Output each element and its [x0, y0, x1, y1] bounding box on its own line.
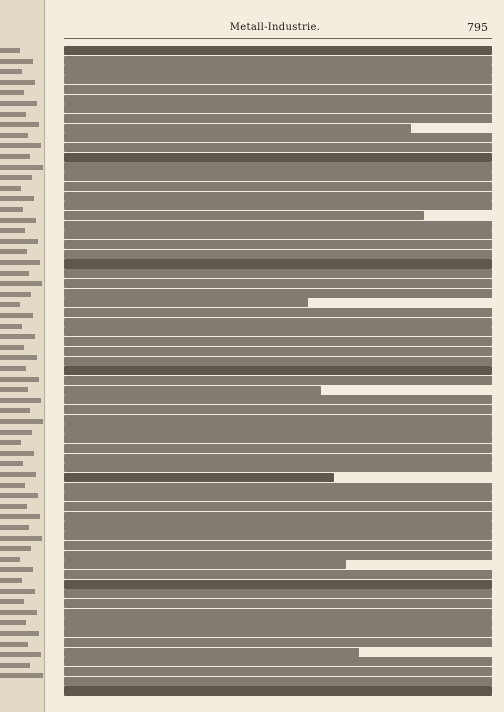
gutter-text-fragment: [0, 101, 37, 106]
text-line: [64, 667, 492, 676]
gutter-text-fragment: [0, 281, 42, 286]
left-page-edge: [0, 0, 45, 712]
text-line: [64, 318, 492, 327]
text-line: [64, 114, 492, 123]
gutter-text-fragment: [0, 366, 26, 371]
gutter-text-fragment: [0, 514, 40, 519]
gutter-text-fragment: [0, 186, 21, 191]
text-line: [64, 85, 492, 94]
text-line: [64, 143, 492, 152]
gutter-text-fragment: [0, 228, 25, 233]
gutter-text-fragment: [0, 652, 41, 657]
text-line: [64, 308, 492, 317]
text-line: [64, 172, 492, 181]
gutter-text-fragment: [0, 567, 33, 572]
text-line: [64, 337, 492, 346]
gutter-text-fragment: [0, 663, 30, 668]
gutter-text-fragment: [0, 271, 29, 276]
gutter-text-fragment: [0, 218, 36, 223]
text-line: [64, 133, 492, 142]
text-line: [64, 289, 492, 298]
gutter-text-fragment: [0, 59, 33, 64]
text-line: [64, 201, 492, 210]
gutter-text-fragment: [0, 292, 31, 297]
text-line: [64, 512, 492, 521]
gutter-text-fragment: [0, 260, 40, 265]
text-line: [64, 153, 492, 162]
gutter-text-fragment: [0, 398, 41, 403]
text-line: [64, 347, 492, 356]
gutter-text-fragment: [0, 557, 20, 562]
gutter-text-fragment: [0, 461, 23, 466]
text-line: [64, 463, 492, 472]
text-line: [64, 570, 492, 579]
text-line: [64, 104, 492, 113]
gutter-text-fragment: [0, 239, 38, 244]
document-page: [46, 0, 504, 712]
gutter-text-fragment: [0, 377, 39, 382]
gutter-text-fragment: [0, 451, 34, 456]
gutter-text-fragment: [0, 419, 43, 424]
text-line: [64, 492, 492, 501]
gutter-text-fragment: [0, 673, 43, 678]
text-line: [64, 75, 492, 84]
gutter-text-fragment: [0, 69, 22, 74]
gutter-text-fragment: [0, 249, 27, 254]
text-line: [64, 395, 492, 404]
text-line: [64, 259, 492, 268]
text-line: [64, 454, 492, 463]
header-rule: [64, 38, 492, 39]
text-line: [64, 580, 492, 589]
gutter-text-fragment: [0, 324, 22, 329]
gutter-text-fragment: [0, 175, 32, 180]
gutter-text-fragment: [0, 122, 39, 127]
text-line: [64, 298, 308, 307]
text-line: [64, 386, 321, 395]
gutter-text-fragment: [0, 536, 42, 541]
text-line: [64, 240, 492, 249]
text-line: [64, 192, 492, 201]
gutter-text-fragment: [0, 631, 39, 636]
text-line: [64, 269, 492, 278]
gutter-text-fragment: [0, 165, 43, 170]
text-line: [64, 434, 492, 443]
text-line: [64, 95, 492, 104]
gutter-text-fragment: [0, 599, 24, 604]
gutter-text-fragment: [0, 472, 36, 477]
text-line: [64, 560, 346, 569]
gutter-text-fragment: [0, 642, 28, 647]
gutter-text-fragment: [0, 302, 20, 307]
gutter-text-fragment: [0, 313, 33, 318]
text-line: [64, 628, 492, 637]
text-line: [64, 502, 492, 511]
gutter-text-fragment: [0, 504, 27, 509]
gutter-text-fragment: [0, 578, 22, 583]
body-text: [64, 46, 492, 702]
text-line: [64, 483, 492, 492]
text-line: [64, 376, 492, 385]
text-line: [64, 657, 492, 666]
text-line: [64, 551, 492, 560]
text-line: [64, 424, 492, 433]
text-line: [64, 677, 492, 686]
text-line: [64, 686, 492, 695]
text-line: [64, 162, 492, 171]
text-line: [64, 46, 492, 55]
text-line: [64, 124, 411, 133]
page-title: Metall-Industrie.: [229, 22, 321, 33]
page-number: 795: [467, 21, 488, 34]
text-line: [64, 250, 492, 259]
gutter-text-fragment: [0, 387, 28, 392]
gutter-text-fragment: [0, 525, 29, 530]
text-line: [64, 618, 492, 627]
gutter-text-fragment: [0, 493, 38, 498]
gutter-text-fragment: [0, 143, 41, 148]
gutter-text-fragment: [0, 430, 32, 435]
gutter-text-fragment: [0, 408, 30, 413]
gutter-text-fragment: [0, 589, 35, 594]
gutter-text-fragment: [0, 48, 20, 53]
gutter-text-fragment: [0, 546, 31, 551]
text-line: [64, 609, 492, 618]
text-line: [64, 521, 492, 530]
gutter-text-fragment: [0, 133, 28, 138]
text-line: [64, 531, 492, 540]
gutter-text-fragment: [0, 90, 24, 95]
gutter-text-fragment: [0, 196, 34, 201]
gutter-text-fragment: [0, 112, 26, 117]
text-line: [64, 599, 492, 608]
gutter-text-fragment: [0, 483, 25, 488]
text-line: [64, 405, 492, 414]
text-line: [64, 415, 492, 424]
gutter-text-fragment: [0, 345, 24, 350]
text-line: [64, 211, 424, 220]
text-line: [64, 182, 492, 191]
gutter-text-fragment: [0, 334, 35, 339]
gutter-text-fragment: [0, 355, 37, 360]
gutter-text-fragment: [0, 440, 21, 445]
text-line: [64, 357, 492, 366]
text-line: [64, 589, 492, 598]
text-line: [64, 366, 492, 375]
gutter-text-fragment: [0, 610, 37, 615]
text-line: [64, 473, 334, 482]
text-line: [64, 230, 492, 239]
gutter-text-fragment: [0, 207, 23, 212]
text-line: [64, 279, 492, 288]
text-line: [64, 541, 492, 550]
gutter-text-fragment: [0, 620, 26, 625]
gutter-text-fragment: [0, 154, 30, 159]
text-line: [64, 444, 492, 453]
text-line: [64, 327, 492, 336]
gutter-text-fragment: [0, 80, 35, 85]
text-line: [64, 56, 492, 65]
text-line: [64, 648, 359, 657]
text-line: [64, 221, 492, 230]
text-line: [64, 65, 492, 74]
text-line: [64, 638, 492, 647]
